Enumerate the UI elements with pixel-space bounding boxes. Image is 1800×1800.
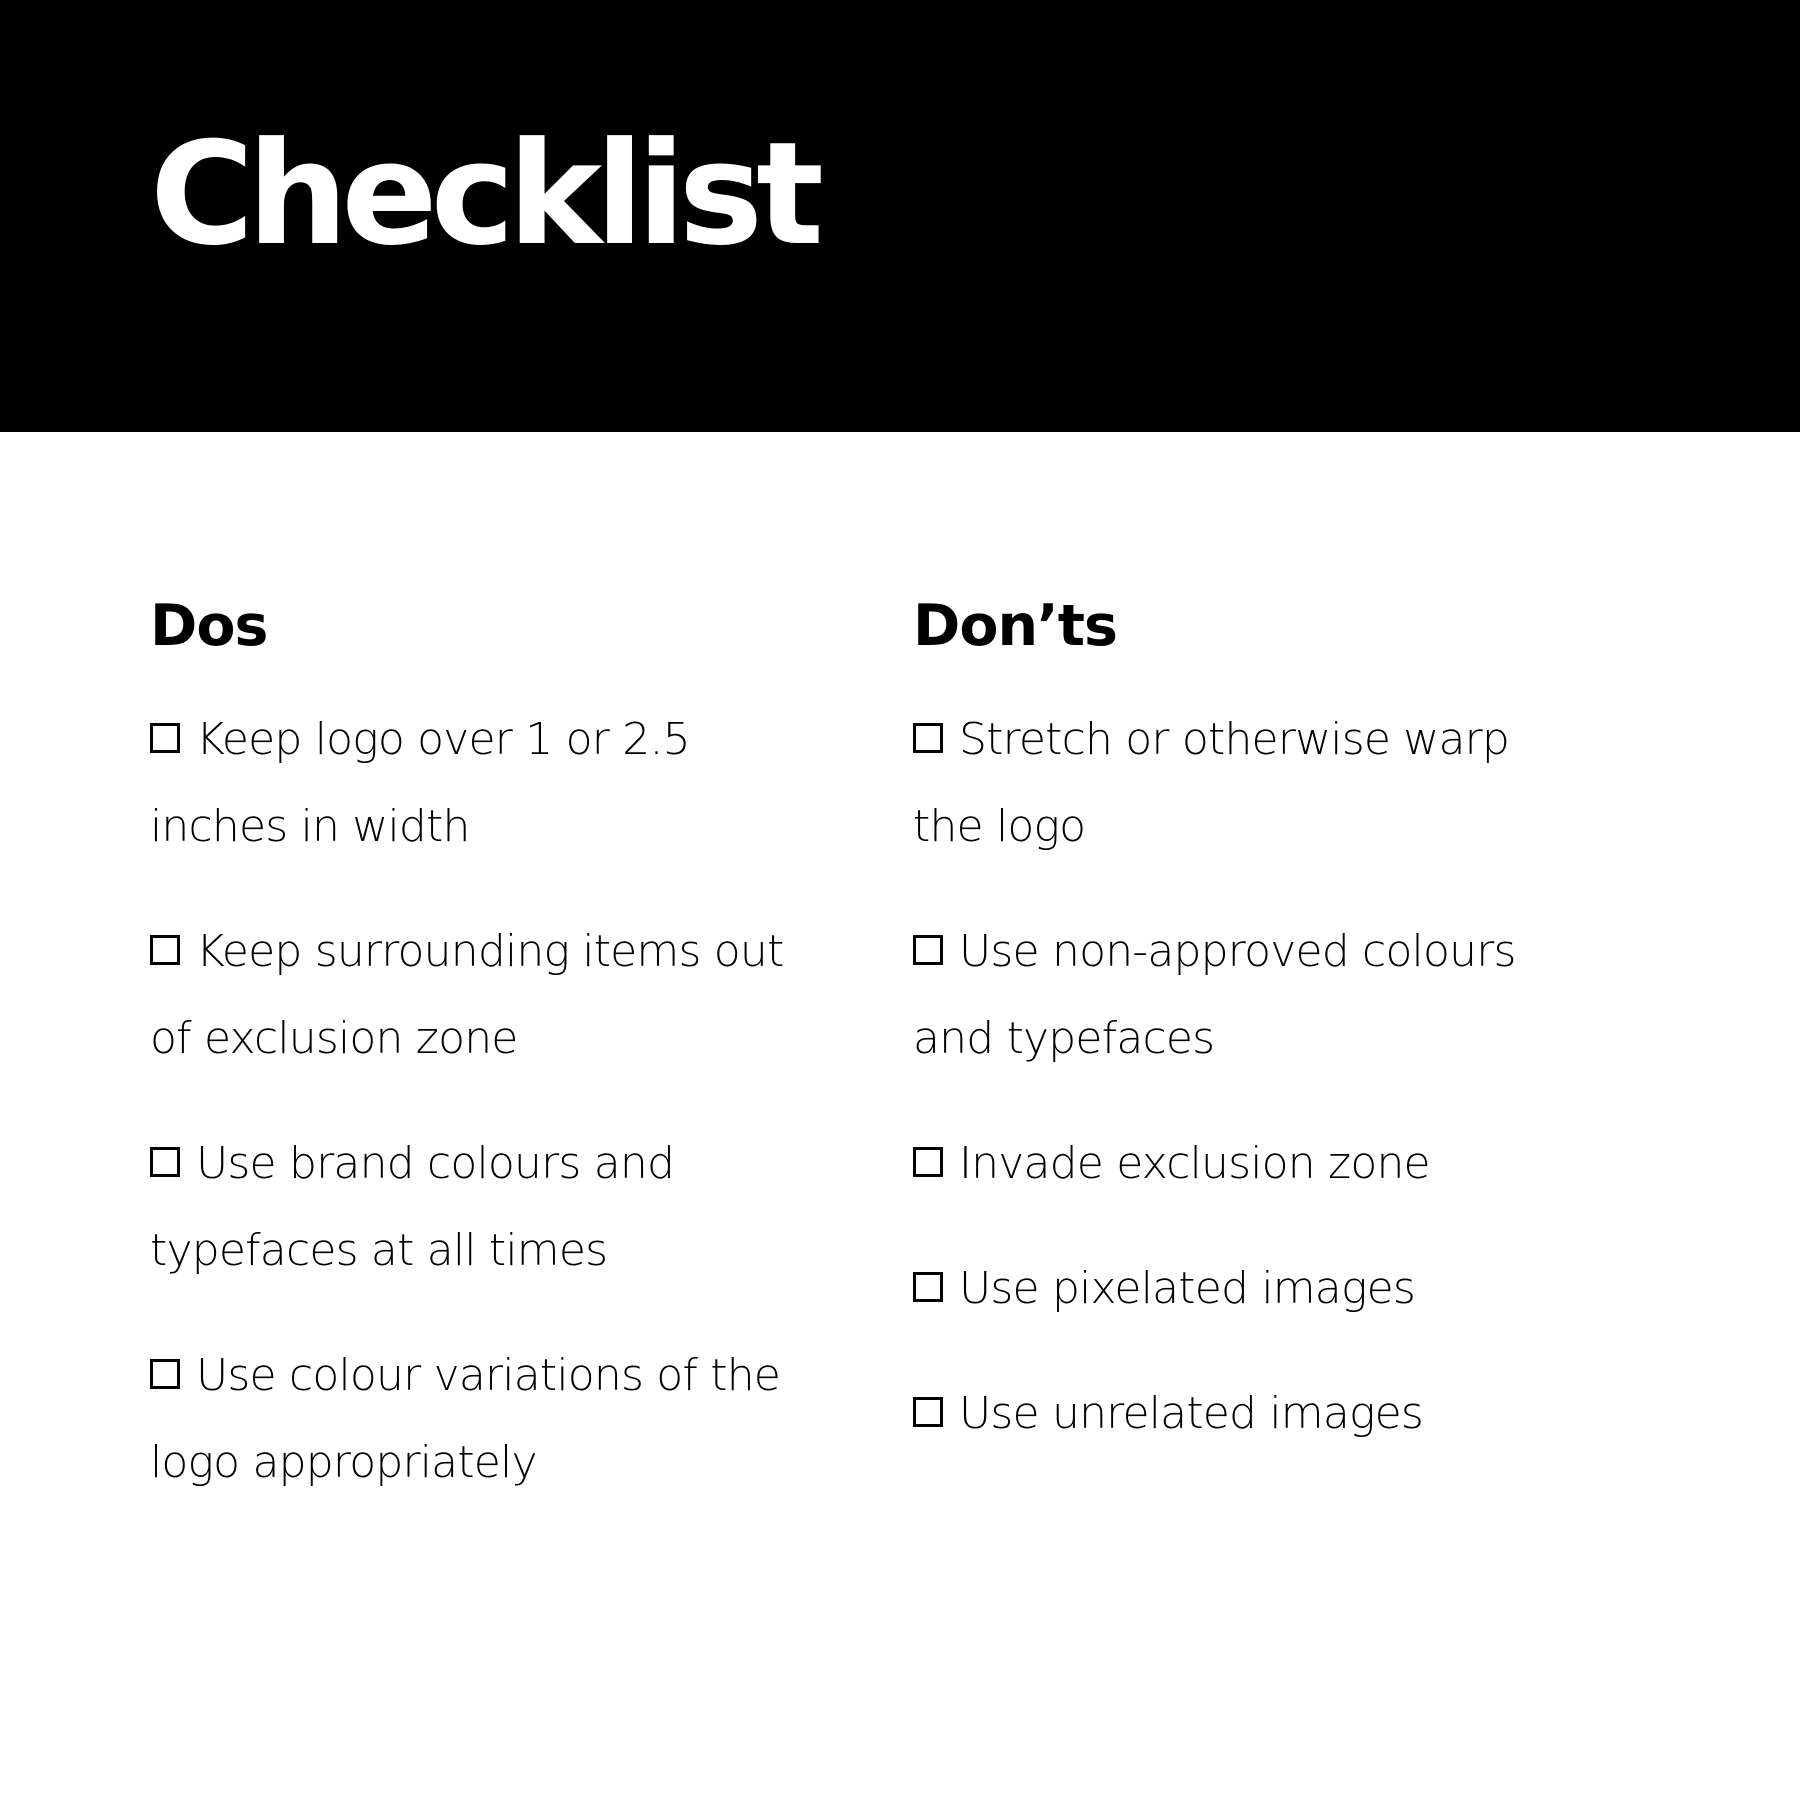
dos-item-text: Use brand colours and typefaces at all times (150, 1138, 675, 1276)
dos-item-text: Keep logo over 1 or 2.5 inches in width (150, 714, 690, 852)
donts-heading: Don’ts (913, 593, 1117, 659)
header-banner (0, 0, 1800, 432)
donts-item (913, 696, 1553, 870)
donts-item (913, 1245, 1553, 1332)
donts-item-text: Use pixelated images (959, 1263, 1415, 1314)
checkbox-icon (913, 935, 943, 965)
checkbox-icon (150, 1359, 180, 1389)
checkbox-icon (913, 1272, 943, 1302)
checkbox-icon (150, 723, 180, 753)
donts-list (913, 696, 1553, 1457)
dos-item (150, 696, 790, 870)
donts-item-text: Use non-approved colours and typefaces (913, 926, 1516, 1064)
dos-item (150, 1120, 790, 1294)
dos-item-text: Keep surrounding items out of exclusion zone (150, 926, 784, 1064)
checkbox-icon (150, 935, 180, 965)
donts-item (913, 908, 1553, 1082)
donts-item-text: Invade exclusion zone (959, 1138, 1430, 1189)
donts-item-text: Use unrelated images (959, 1388, 1424, 1439)
page-title: Checklist (150, 112, 817, 277)
dos-heading: Dos (150, 593, 268, 659)
donts-column (913, 590, 1553, 1495)
dos-column (150, 590, 790, 1544)
checkbox-icon (913, 1397, 943, 1427)
donts-item (913, 1370, 1553, 1457)
checkbox-icon (150, 1147, 180, 1177)
checkbox-icon (913, 723, 943, 753)
checkbox-icon (913, 1147, 943, 1177)
dos-item (150, 908, 790, 1082)
donts-item-text: Stretch or otherwise warp the logo (913, 714, 1510, 852)
donts-item (913, 1120, 1553, 1207)
dos-list (150, 696, 790, 1506)
dos-item (150, 1332, 790, 1506)
dos-item-text: Use colour variations of the logo appropriately (150, 1350, 781, 1488)
